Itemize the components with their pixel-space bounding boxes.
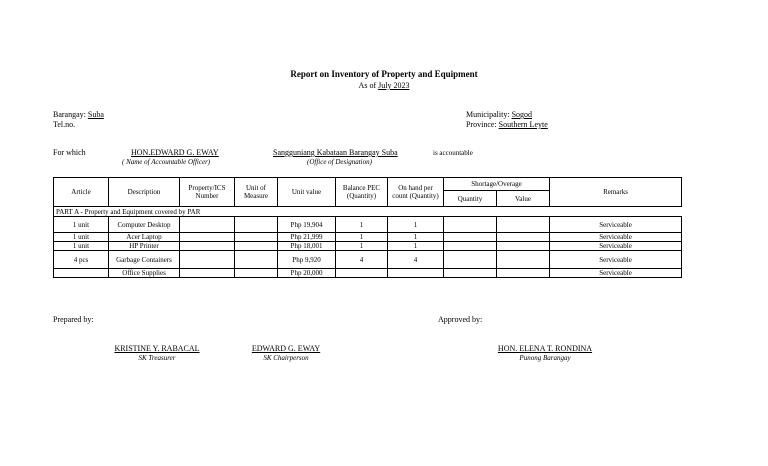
cell-description: HP Printer <box>109 242 180 251</box>
col-header-balance: Balance PEC (Quantity) <box>336 178 388 207</box>
table-row <box>54 217 682 233</box>
cell-description: Office Supplies <box>109 269 180 278</box>
table-row <box>54 242 682 251</box>
cell-value <box>497 217 550 233</box>
signer-name-treasurer: KRISTINE Y. RABACAL <box>114 344 200 353</box>
cell-remarks: Serviceable <box>550 269 682 278</box>
inventory-table <box>53 177 682 278</box>
cell-balance: 1 <box>336 217 388 233</box>
cell-onhand: 4 <box>388 251 444 269</box>
cell-article: 1 unit <box>54 233 109 242</box>
province-value: Southern Leyte <box>498 120 548 129</box>
cell-onhand: 1 <box>388 217 444 233</box>
cell-property-no <box>180 233 235 242</box>
cell-remarks: Serviceable <box>550 233 682 242</box>
cell-unit-measure <box>235 242 278 251</box>
cell-property-no <box>180 242 235 251</box>
col-header-property-no: Property/ICS Number <box>180 178 235 207</box>
cell-description: Garbage Containers <box>109 251 180 269</box>
cell-remarks: Serviceable <box>550 242 682 251</box>
as-of-label: As of <box>358 81 377 90</box>
cell-value <box>497 233 550 242</box>
cell-quantity <box>444 269 497 278</box>
cell-value <box>497 242 550 251</box>
col-header-article: Article <box>54 178 109 207</box>
col-header-shortage: Shortage/Overage <box>444 178 550 191</box>
cell-quantity <box>444 233 497 242</box>
cell-unit-value: Php 9,920 <box>278 251 336 269</box>
table-row <box>54 269 682 278</box>
cell-value <box>497 251 550 269</box>
cell-quantity <box>444 251 497 269</box>
as-of-date: July 2023 <box>378 81 410 90</box>
signer-name-punong-barangay: HON. ELENA T. RONDINA <box>497 344 593 353</box>
municipality-value: Sogod <box>511 110 533 119</box>
municipality-line <box>466 110 532 119</box>
province-line <box>466 120 548 129</box>
tel-label: Tel.no. <box>53 120 76 129</box>
table-row <box>54 233 682 242</box>
cell-article: 4 pcs <box>54 251 109 269</box>
cell-unit-value: Php 19,904 <box>278 217 336 233</box>
cell-description: Computer Desktop <box>109 217 180 233</box>
cell-remarks: Serviceable <box>550 251 682 269</box>
cell-unit-measure <box>235 251 278 269</box>
cell-unit-value: Php 21,999 <box>278 233 336 242</box>
office-caption: (Office of Designation) <box>307 158 372 166</box>
cell-description: Acer Laptop <box>109 233 180 242</box>
col-header-unit-value: Unit value <box>278 178 336 207</box>
municipality-label: Municipality: <box>466 110 510 119</box>
barangay-label: Barangay: <box>53 110 86 119</box>
office-name: Sangguniang Kabataan Barangay Suba <box>273 148 398 157</box>
officer-caption: ( Name of Accountable Officer) <box>122 158 211 166</box>
col-header-value: Value <box>497 191 550 207</box>
signer-title-treasurer: SK Treasurer <box>138 354 176 362</box>
signer-name-chairperson: EDWARD G. EWAY <box>251 344 321 353</box>
cell-unit-measure <box>235 269 278 278</box>
approved-by-label: Approved by: <box>438 315 483 324</box>
for-which-label: For which <box>53 148 86 157</box>
barangay-line <box>53 110 104 119</box>
table-header-row <box>54 178 682 191</box>
report-title: Report on Inventory of Property and Equipment <box>290 69 478 79</box>
cell-balance: 1 <box>336 233 388 242</box>
col-header-quantity: Quantity <box>444 191 497 207</box>
cell-article: 1 unit <box>54 217 109 233</box>
cell-onhand <box>388 269 444 278</box>
cell-onhand: 1 <box>388 233 444 242</box>
col-header-description: Description <box>109 178 180 207</box>
cell-quantity <box>444 242 497 251</box>
report-date-line <box>0 81 768 90</box>
cell-unit-measure <box>235 233 278 242</box>
signer-title-chairperson: SK Chairperson <box>263 354 309 362</box>
cell-unit-value: Php 18,001 <box>278 242 336 251</box>
cell-onhand: 1 <box>388 242 444 251</box>
cell-balance <box>336 269 388 278</box>
cell-remarks: Serviceable <box>550 217 682 233</box>
prepared-by-label: Prepared by: <box>53 315 94 324</box>
cell-article: 1 unit <box>54 242 109 251</box>
col-header-onhand: On hand per count (Quantity) <box>388 178 444 207</box>
cell-property-no <box>180 217 235 233</box>
officer-name: HON.EDWARD G. EWAY <box>131 148 219 157</box>
cell-quantity <box>444 217 497 233</box>
cell-value <box>497 269 550 278</box>
col-header-remarks: Remarks <box>550 178 682 207</box>
section-label: PART A - Property and Equipment covered by PAR <box>54 207 278 217</box>
signer-title-punong-barangay: Punong Barangay <box>519 354 571 362</box>
cell-property-no <box>180 251 235 269</box>
cell-article <box>54 269 109 278</box>
cell-balance: 1 <box>336 242 388 251</box>
section-row <box>54 207 682 217</box>
accountable-text: is accountable <box>433 149 473 157</box>
cell-unit-measure <box>235 217 278 233</box>
col-header-unit-measure: Unit of Measure <box>235 178 278 207</box>
province-label: Province: <box>466 120 497 129</box>
table-row <box>54 251 682 269</box>
cell-balance: 4 <box>336 251 388 269</box>
cell-unit-value: Php 20,000 <box>278 269 336 278</box>
barangay-value: Suba <box>87 110 104 119</box>
cell-property-no <box>180 269 235 278</box>
